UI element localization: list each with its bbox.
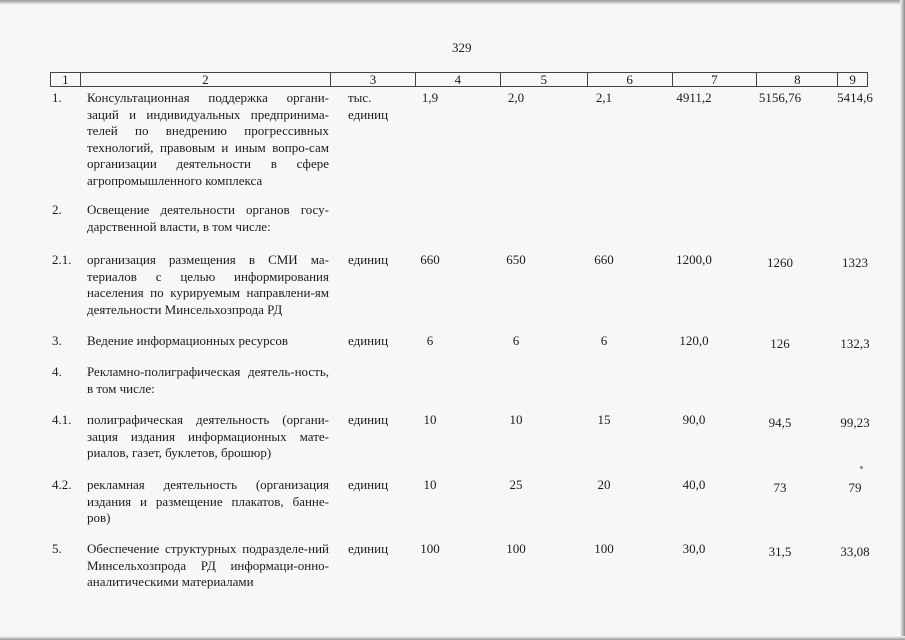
row-name: Консультационная поддержка органи-заций и индивидуальных предпринима-телей по внедрению прогрессивных технологий, правовым и иным вопро-сам организации деятельности в сфере агропромышленного комплекса bbox=[87, 90, 329, 188]
column-header-row bbox=[50, 72, 868, 87]
row-value-4: 660 bbox=[420, 252, 440, 267]
row-value-8: 1260 bbox=[767, 255, 793, 270]
row-number: 5. bbox=[52, 541, 62, 556]
header-cell: 4 bbox=[415, 73, 500, 87]
row-value-7: 120,0 bbox=[679, 333, 709, 348]
row-value-9: 1323 bbox=[842, 255, 868, 270]
row-value-7: 40,0 bbox=[682, 477, 706, 492]
row-unit: единиц bbox=[348, 333, 389, 348]
row-value-4: 1,9 bbox=[421, 90, 439, 105]
row-number: 2.1. bbox=[52, 252, 72, 267]
row-name: Освещение деятельности органов госу-дарственной власти, в том числе: bbox=[87, 202, 329, 234]
row-value-8: 126 bbox=[770, 336, 790, 351]
scan-edge-top bbox=[0, 0, 905, 5]
scan-edge-right bbox=[900, 0, 905, 640]
row-name: полиграфическая деятельность (органи-зация издания информационных мате-риалов, газет, буклетов, брошюр) bbox=[87, 412, 329, 460]
row-value-5: 650 bbox=[506, 252, 526, 267]
row-value-7: 4911,2 bbox=[676, 90, 712, 105]
row-value-9: 5414,6 bbox=[837, 90, 873, 105]
row-name: Рекламно-полиграфическая деятель-ность, в том числе: bbox=[87, 364, 329, 396]
row-value-4: 6 bbox=[426, 333, 434, 348]
row-value-6: 100 bbox=[594, 541, 614, 556]
row-number: 4.1. bbox=[52, 412, 72, 427]
row-value-6: 15 bbox=[597, 412, 611, 427]
row-value-5: 10 bbox=[509, 412, 523, 427]
header-cell: 5 bbox=[500, 73, 587, 87]
row-name: Обеспечение структурных подразделе-ний Минсельхозпрода РД информаци-онно-аналитическими материалами bbox=[87, 541, 329, 589]
row-value-9: 99,23 bbox=[840, 415, 870, 430]
row-value-9: 33,08 bbox=[840, 544, 870, 559]
row-number: 3. bbox=[52, 333, 62, 348]
row-value-6: 20 bbox=[597, 477, 611, 492]
scan-edge-bottom bbox=[0, 636, 905, 640]
row-unit: единиц bbox=[348, 541, 389, 556]
page-number: 329 bbox=[452, 40, 472, 55]
row-number: 4.2. bbox=[52, 477, 72, 492]
row-unit: единиц bbox=[348, 412, 389, 427]
row-number: 4. bbox=[52, 364, 62, 379]
header-cell: 3 bbox=[331, 73, 416, 87]
header-cell: 6 bbox=[587, 73, 672, 87]
row-value-7: 30,0 bbox=[682, 541, 706, 556]
row-value-8: 94,5 bbox=[768, 415, 792, 430]
row-name: рекламная деятельность (организация издания и размещение плакатов, банне-ров) bbox=[87, 477, 329, 525]
row-unit: единиц bbox=[348, 252, 389, 267]
row-value-6: 6 bbox=[600, 333, 608, 348]
row-number: 1. bbox=[52, 90, 62, 105]
row-value-5: 100 bbox=[506, 541, 526, 556]
row-value-4: 10 bbox=[423, 412, 437, 427]
row-value-8: 5156,76 bbox=[758, 90, 802, 105]
header-cell: 9 bbox=[838, 73, 868, 87]
row-value-5: 2,0 bbox=[507, 90, 525, 105]
header-cell: 1 bbox=[51, 73, 81, 87]
header-cell: 7 bbox=[672, 73, 757, 87]
row-number: 2. bbox=[52, 202, 62, 217]
row-value-7: 1200,0 bbox=[676, 252, 712, 267]
row-value-8: 31,5 bbox=[768, 544, 792, 559]
row-value-4: 100 bbox=[420, 541, 440, 556]
row-name: Ведение информационных ресурсов bbox=[87, 333, 289, 348]
row-name: организация размещения в СМИ ма-териалов с целью информирования населения по курируемым направлени-ям деятельности Минсельхозпрода РД bbox=[87, 252, 329, 317]
row-value-5: 6 bbox=[512, 333, 520, 348]
header-cell: 2 bbox=[80, 73, 330, 87]
row-value-8: 73 bbox=[773, 480, 787, 495]
row-value-9: 132,3 bbox=[840, 336, 870, 351]
row-value-6: 660 bbox=[594, 252, 614, 267]
row-value-7: 90,0 bbox=[682, 412, 706, 427]
row-unit: тыс. единиц bbox=[348, 90, 389, 122]
header-cell: 8 bbox=[757, 73, 838, 87]
row-unit: единиц bbox=[348, 477, 389, 492]
row-value-6: 2,1 bbox=[595, 90, 613, 105]
row-value-9: 79 bbox=[848, 480, 862, 495]
row-value-4: 10 bbox=[423, 477, 437, 492]
scan-speck bbox=[860, 466, 863, 469]
row-value-5: 25 bbox=[509, 477, 523, 492]
